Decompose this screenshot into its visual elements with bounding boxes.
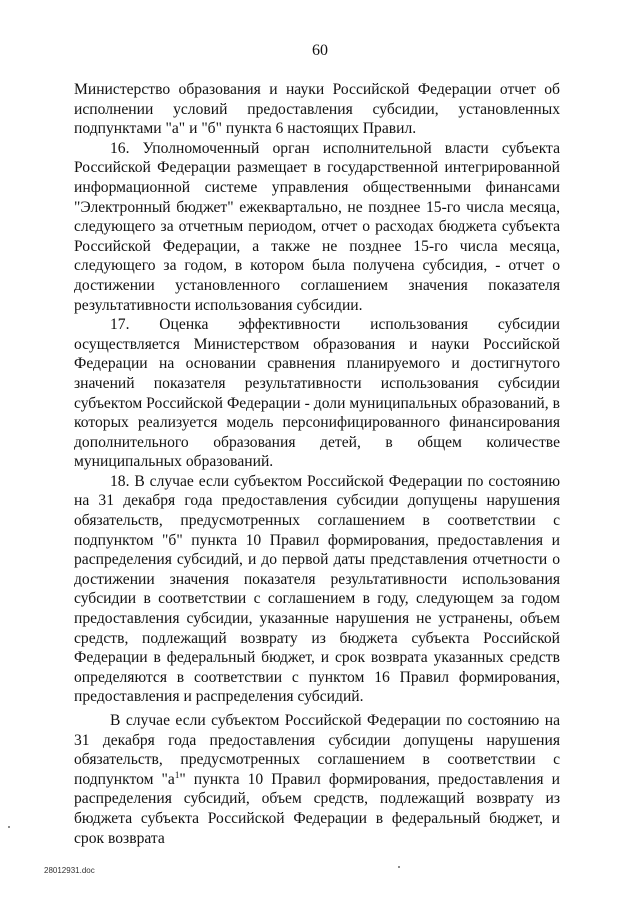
paragraph-text-before: В случае если субъектом Российской Федерации по состоянию на 31 декабря года предоставления субсидии допущены нарушения обязательств, предусмотренных соглашением в соответствии с подпунктом "а [74,712,560,788]
paragraph-18-continued [74,711,560,848]
scan-dot [8,826,10,828]
superscript-marker: 1 [174,769,180,780]
paragraph-text-after: " пункта 10 Правил формирования, предоставления и распределения субсидий, объем средств, подлежащий возврату из бюджета субъекта Российской Федерации в федеральный бюджет, и срок возврата [74,770,560,847]
paragraph-continuation: Министерство образования и науки Российской Федерации отчет об исполнении условий предоставления субсидии, установленных подпунктами "а" и "б" пункта 6 настоящих Правил. [74,81,560,138]
paragraph-18: 18. В случае если субъектом Российской Федерации по состоянию на 31 декабря года предоставления субсидии допущены нарушения обязательств, предусмотренных соглашением в соответствии с подпунктом "б" пункта 10 Правил формирования, предоставления и распределения субсидий, и до первой даты представления отчетности о достижении значения показателя результативности использования субсидии в соответствии с соглашением в году, следующем за годом предоставления субсидии, указанные нарушения не устранены, объем средств, подлежащий возврату из бюджета субъекта Российской Федерации в федеральный бюджет, и срок возврата указанных средств определяются в соответствии с пунктом 16 Правил формирования, предоставления и распределения субсидий. [74,472,560,706]
paragraph-16: 16. Уполномоченный орган исполнительной власти субъекта Российской Федерации размещает в государственной интегрированной информационной системе управления общественными финансами "Электронный бюджет" ежеквартально, не позднее 15-го числа месяца, следующего за отчетным периодом, отчет о расходах бюджета субъекта Российской Федерации, а также не позднее 15-го числа месяца, следующего за годом, в котором была получена субсидия, - отчет о достижении установленного соглашением значения показателя результативности использования субсидии. [74,139,560,314]
document-body [74,80,560,848]
page-number: 60 [312,42,328,59]
footer-file-name: 28012931.doc [44,866,95,875]
scan-dot [398,866,400,868]
paragraph-17: 17. Оценка эффективности использования субсидии осуществляется Министерством образования и науки Российской Федерации на основании сравнения планируемого и достигнутого значений показателя результативности использования субсидии субъектом Российской Федерации - доли муниципальных образований, в которых реализуется модель персонифицированного финансирования дополнительного образования детей, в общем количестве муниципальных образований. [74,316,560,471]
